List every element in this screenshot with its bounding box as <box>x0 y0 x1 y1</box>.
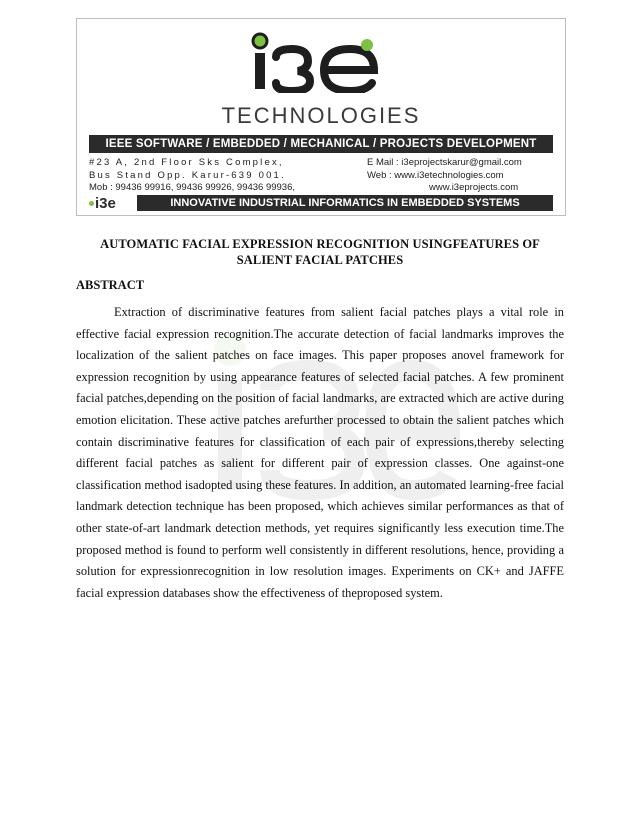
web-line: Web : www.i3etechnologies.com <box>367 169 504 181</box>
phone-line: Mob : 99436 99916, 99436 99926, 99436 99936, <box>89 182 296 193</box>
section-heading: ABSTRACT <box>76 278 145 292</box>
company-logo <box>77 33 565 93</box>
web-line-secondary: www.i3eprojects.com <box>429 182 519 193</box>
tagline-band: INNOVATIVE INDUSTRIAL INFORMATICS IN EMBEDDED SYSTEMS <box>137 195 553 211</box>
title-line: AUTOMATIC FACIAL EXPRESSION RECOGNITION USINGFEATURES OF <box>100 237 540 251</box>
address-block <box>89 157 295 195</box>
mini-logo-text: i3e <box>95 194 116 212</box>
contact-block <box>367 157 522 195</box>
services-band: IEEE SOFTWARE / EMBEDDED / MECHANICAL / PROJECTS DEVELOPMENT <box>89 135 553 153</box>
mini-logo <box>89 193 135 213</box>
abstract-paragraph: Extraction of discriminative features from salient facial patches plays a vital role in effective facial expression recognition.The accurate detection of facial landmarks improves the localization of the salient patches on face images. This paper proposes anovel framework for expression recognition by using appearance features of selected facial patches. A few prominent facial patches,depending on the position of facial landmarks, are extracted which are active during emotion elicitation. These active patches arefurther processed to obtain the salient patches which contain discriminative features for classification of each pair of expressions,thereby selecting different facial patches as salient for different pair of expression classes. One against-one classification method isadopted using these features. In addition, an automated learning-free facial landmark detection technique has been proposed, which achieves similar performances as that of other state-of-art landmark detection methods, yet requires significantly less execution time.The proposed method is found to perform well consistently in different resolutions, hence, providing a solution for expressionrecognition in low resolution images. Experiments on CK+ and JAFFE facial expression databases show the effectiveness of theproposed system. <box>76 305 564 600</box>
title-line: SALIENT FACIAL PATCHES <box>236 253 404 267</box>
letterhead <box>76 18 566 216</box>
address-line: #23 A, 2nd Floor Sks Complex, <box>89 157 284 168</box>
logo-dot-icon <box>89 201 94 206</box>
i3e-logo-icon <box>246 31 396 93</box>
document-title <box>76 236 564 268</box>
logo-subtitle: TECHNOLOGIES <box>221 103 421 128</box>
email-line: E Mail : i3eprojectskarur@gmail.com <box>367 157 522 168</box>
address-line: Bus Stand Opp. Karur-639 001. <box>89 169 286 181</box>
